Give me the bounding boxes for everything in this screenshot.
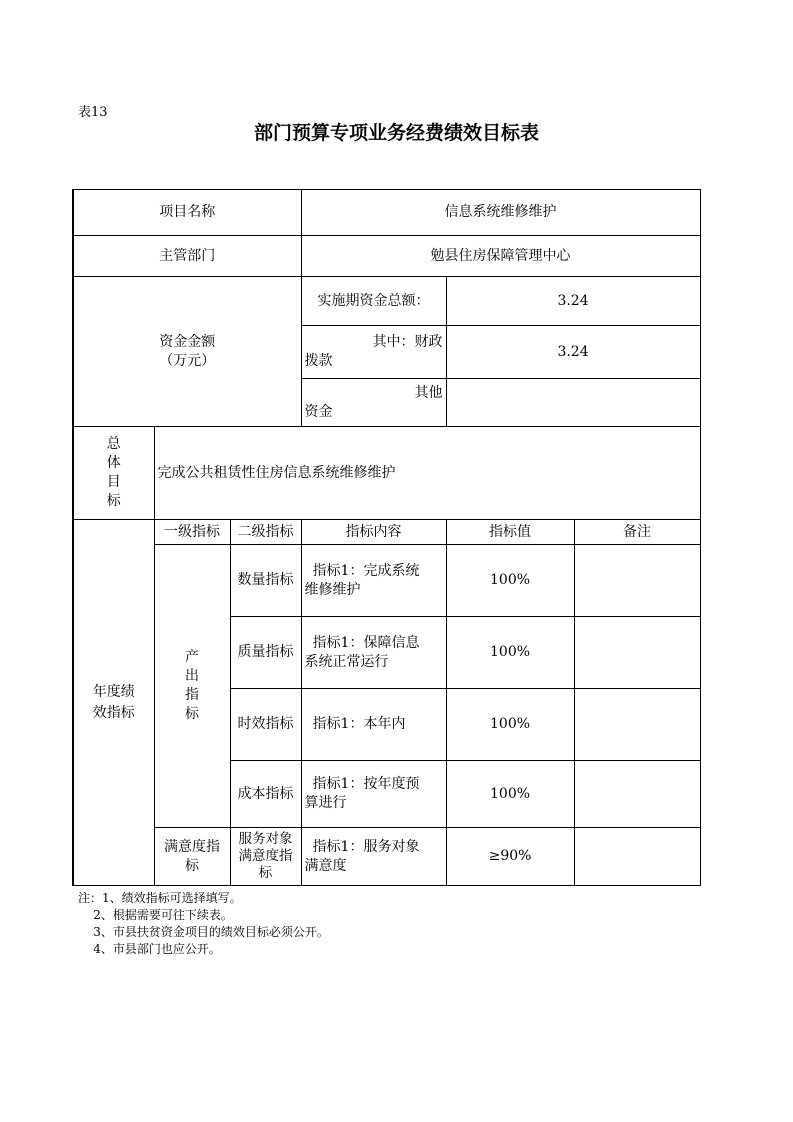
content-quality-line1: 指标1：保障信息	[312, 634, 420, 651]
content-cost-line2: 算进行	[304, 795, 347, 811]
fiscal-funds-value: 3.24	[446, 326, 700, 379]
other-funds-value	[446, 379, 700, 427]
satisfaction-content-line2: 满意度	[304, 857, 347, 874]
fiscal-funds-label	[301, 326, 446, 379]
funding-label-line1: 资金金额	[159, 333, 216, 350]
content-timeliness-line1: 指标1：本年内	[312, 716, 406, 732]
value-timeliness: 100%	[446, 689, 574, 761]
annual-label-text: 年度绩效指标	[92, 683, 135, 721]
note-quantity	[574, 545, 700, 617]
header-note: 备注	[574, 520, 700, 545]
project-name-label: 项目名称	[73, 190, 301, 236]
content-cost	[301, 761, 446, 828]
satisfaction-level2	[230, 828, 301, 886]
performance-table	[72, 189, 701, 886]
level2-quality: 质量指标	[230, 617, 301, 689]
satisfaction-level2-text: 服务对象满意度指标	[238, 831, 293, 881]
footnote-2: 2、根据需要可往下续表。	[78, 908, 233, 922]
footnote-1: 注：1、绩效指标可选择填写。	[78, 891, 242, 905]
fiscal-label-line2: 拨款	[304, 353, 333, 369]
satisfaction-level1	[154, 828, 230, 886]
fiscal-label-line1: 其中：财政	[372, 334, 443, 350]
other-label-line2: 资金	[304, 403, 333, 420]
content-quantity-line1: 指标1：完成系统	[312, 562, 420, 579]
value-quantity: 100%	[446, 545, 574, 617]
footnote-3: 3、市县扶贫资金项目的绩效目标必须公开。	[78, 925, 329, 939]
note-cost	[574, 761, 700, 828]
content-quantity	[301, 545, 446, 617]
satisfaction-level1-text: 满意度指标	[164, 838, 220, 874]
header-value: 指标值	[446, 520, 574, 545]
output-label-text: 产出指标	[185, 649, 199, 722]
content-quality	[301, 617, 446, 689]
overall-goal-label-text: 总体目标	[106, 436, 121, 509]
content-cost-line1: 指标1：按年度预	[312, 776, 420, 792]
level2-cost: 成本指标	[230, 761, 301, 828]
total-funds-label: 实施期资金总额：	[301, 277, 446, 326]
content-quantity-line2: 维修维护	[304, 581, 361, 598]
funding-label	[73, 277, 301, 427]
header-level1: 一级指标	[154, 520, 230, 545]
page-title: 部门预算专项业务经费绩效目标表	[253, 122, 539, 144]
total-funds-value: 3.24	[446, 277, 700, 326]
value-cost: 100%	[446, 761, 574, 828]
project-name-value: 信息系统维修维护	[301, 190, 700, 236]
value-quality: 100%	[446, 617, 574, 689]
funding-label-line2: （万元）	[159, 352, 216, 369]
note-quality	[574, 617, 700, 689]
header-content: 指标内容	[301, 520, 446, 545]
content-timeliness	[301, 689, 446, 761]
table-number: 表13	[78, 105, 108, 120]
dept-value: 勉县住房保障管理中心	[301, 236, 700, 277]
satisfaction-content-line1: 指标1：服务对象	[312, 838, 420, 855]
dept-label: 主管部门	[73, 236, 301, 277]
note-timeliness	[574, 689, 700, 761]
annual-indicators-label	[73, 520, 154, 886]
satisfaction-value: ≥90%	[446, 828, 574, 886]
overall-goal-label	[73, 427, 154, 520]
header-level2: 二级指标	[230, 520, 301, 545]
level2-timeliness: 时效指标	[230, 689, 301, 761]
overall-goal-text: 完成公共租赁性住房信息系统维修维护	[154, 427, 700, 520]
level2-quantity: 数量指标	[230, 545, 301, 617]
satisfaction-note	[574, 828, 700, 886]
other-funds-label	[301, 379, 446, 427]
content-quality-line2: 系统正常运行	[304, 653, 389, 670]
satisfaction-content	[301, 828, 446, 886]
footnote-4: 4、市县部门也应公开。	[78, 942, 221, 956]
footnotes	[78, 890, 329, 958]
output-indicators-label	[154, 545, 230, 828]
other-label-line1: 其他	[414, 384, 443, 401]
